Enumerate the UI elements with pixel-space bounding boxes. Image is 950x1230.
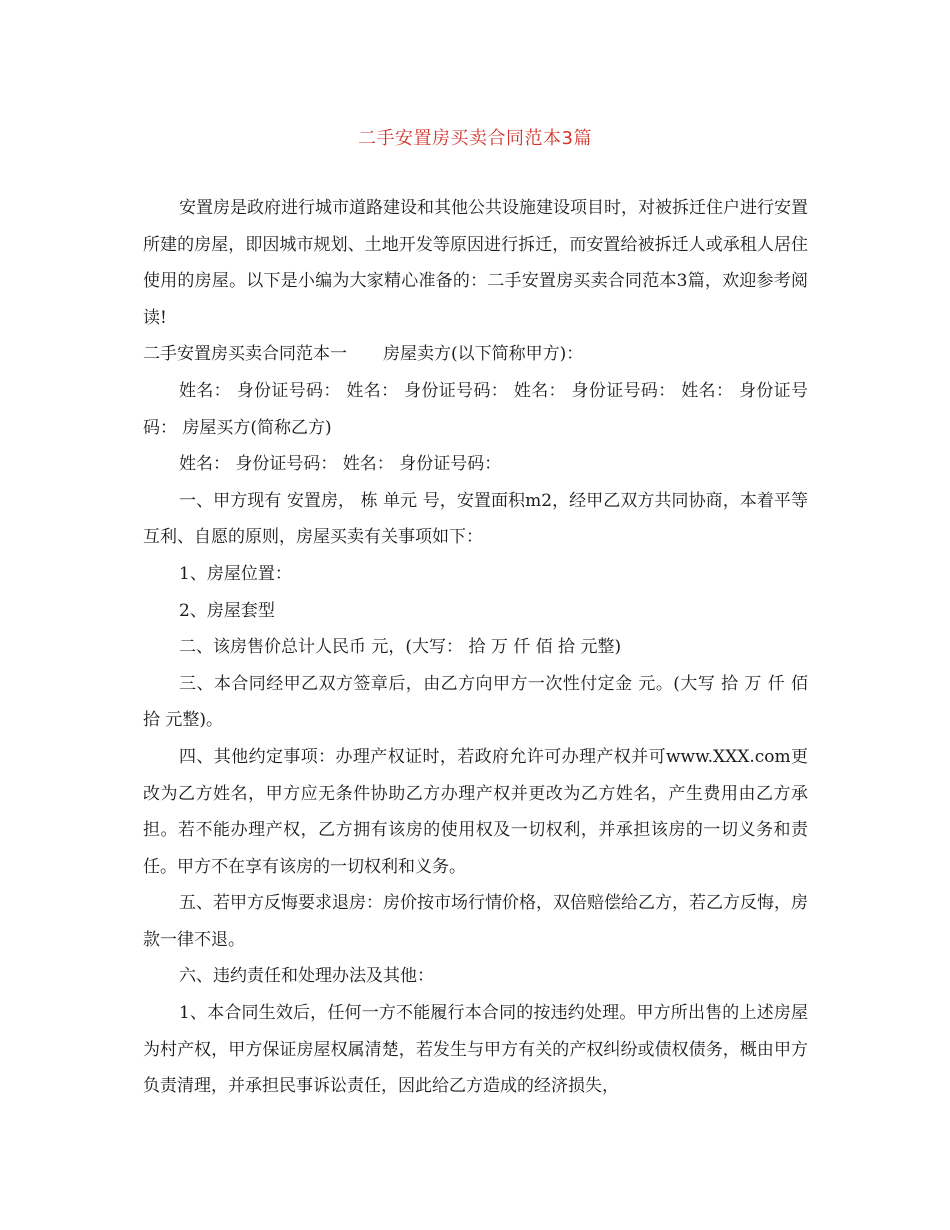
clause-3: 三、本合同经甲乙双方签章后，由乙方向甲方一次性付定金 元。(大写 拾 万 仟 佰 拾 元整)。 [143, 673, 808, 731]
clause-6: 六、违约责任和处理办法及其他： [179, 966, 434, 987]
clause-5: 五、若甲方反悔要求退房：房价按市场行情价格，双倍赔偿给乙方，若乙方反悔，房款一律不退。 [143, 893, 808, 950]
section-heading: 二手安置房买卖合同范本一 [143, 344, 347, 365]
clause-1-item-1: 1、房屋位置： [179, 563, 292, 584]
clause-6-item-1: 1、本合同生效后，任何一方不能履行本合同的按违约处理。甲方所出售的上述房屋为村产权，甲方保证房屋权属清楚，若发生与甲方有关的产权纠纷或债权债务，概由甲方负责清理，并承担民事诉讼责任，因此给乙方造成的经济损失， [143, 1003, 808, 1097]
clause-1: 一、甲方现有 安置房， 栋 单元 号，安置面积m2，经甲乙双方共同协商，本着平等互利、自愿的原则，房屋买卖有关事项如下： [143, 490, 808, 548]
section-heading-line [143, 336, 808, 373]
intro-paragraph: 安置房是政府进行城市道路建设和其他公共设施建设项目时，对被拆迁住户进行安置所建的房屋，即因城市规划、土地开发等原因进行拆迁，而安置给被拆迁人或承租人居住使用的房屋。以下是小编为大家精心准备的：二手安置房买卖合同范本3篇，欢迎参考阅读! [143, 198, 808, 328]
document-title: 二手安置房买卖合同范本3篇 [358, 128, 592, 149]
clause-4: 四、其他约定事项：办理产权证时，若政府允许可办理产权并可www.XXX.com更改为乙方姓名，甲方应无条件协助乙方办理产权并更改为乙方姓名，产生费用由乙方承担。若不能办理产权，乙方拥有该房的使用权及一切权利，并承担该房的一切义务和责任。甲方不在享有该房的一切权利和义务。 [143, 746, 808, 877]
seller-label: 房屋卖方(以下简称甲方)： [383, 344, 584, 365]
seller-fields: 姓名： 身份证号码： 姓名： 身份证号码： 姓名： 身份证号码： 姓名： 身份证号码： 房屋买方(简称乙方) [143, 380, 808, 438]
clause-2: 二、该房售价总计人民币 元，(大写： 拾 万 仟 佰 拾 元整) [179, 637, 622, 658]
buyer-fields: 姓名： 身份证号码： 姓名： 身份证号码： [179, 454, 502, 475]
clause-1-item-2: 2、房屋套型 [179, 600, 275, 621]
document-body [143, 190, 808, 1105]
